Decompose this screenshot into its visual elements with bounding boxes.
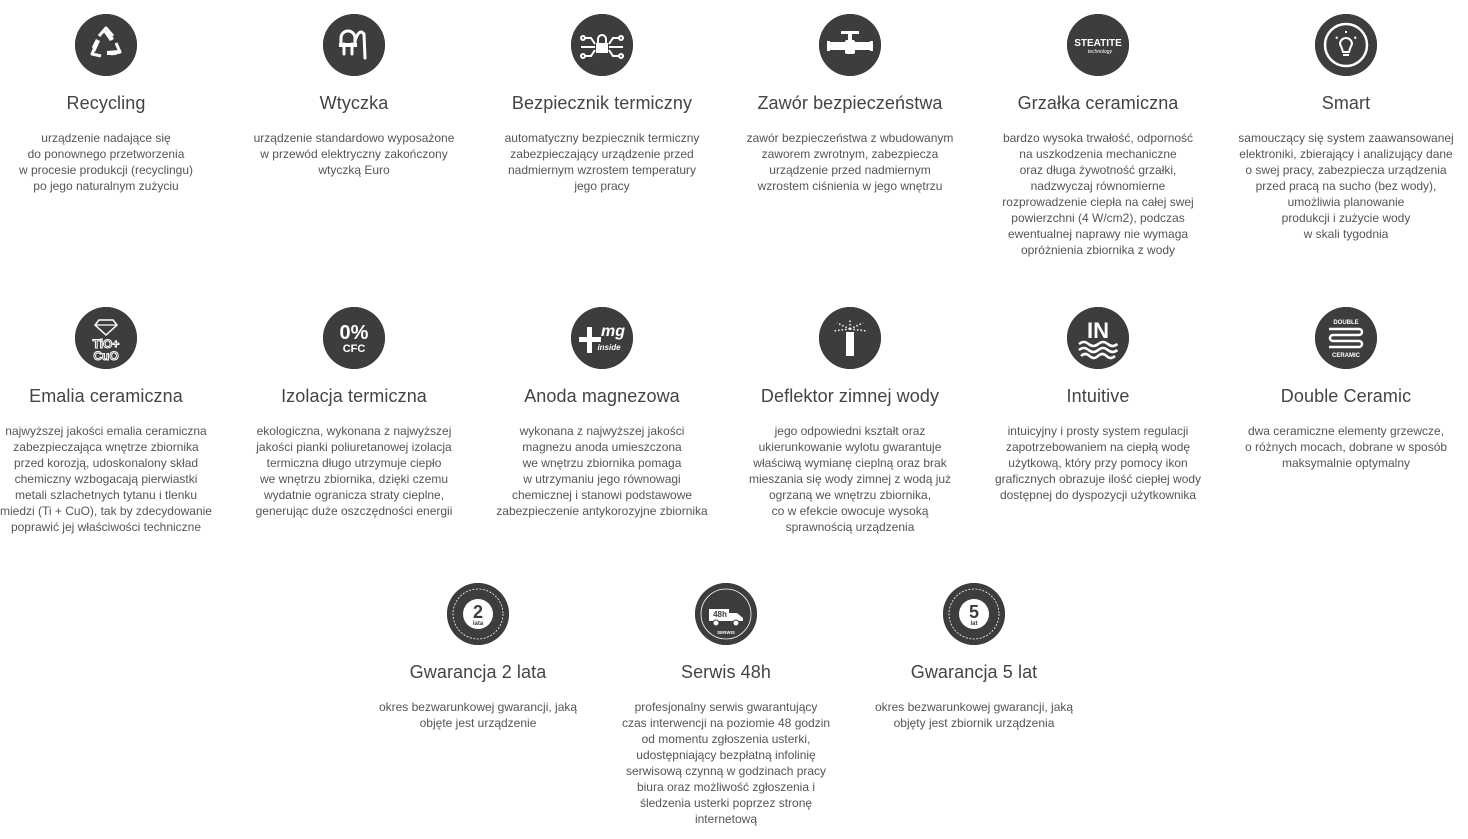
anode-inside-text: inside	[597, 343, 621, 352]
feature-title: Smart	[1321, 93, 1371, 113]
warranty-5-unit: lat	[970, 621, 978, 627]
diamond-enamel-icon	[75, 307, 137, 369]
anode-mg-text: mg	[601, 323, 625, 340]
feature-description: automatyczny bezpiecznik termiczny zabezpieczający urządzenie przed nadmiernym wzrostem temperatury jego pracy	[504, 131, 700, 193]
feature-title: Izolacja termiczna	[281, 386, 427, 406]
enamel-cuo-text: CuO	[93, 349, 119, 363]
feature-description: ekologiczna, wykonana z najwyższej jakości pianki poliuretanowej izolacja termiczna długo utrzymuje ciepło we wnętrzu zbiornika, dzięki czemu wydatnie ogranicza straty cieplne, generując duże oszczędności energii	[255, 424, 453, 518]
feature-recycling	[0, 14, 216, 194]
feature-description: okres bezwarunkowej gwarancji, jaką objęte jest urządzenie	[378, 700, 578, 730]
warranty-5-years-icon	[943, 583, 1005, 645]
cfc-free-icon	[323, 307, 385, 369]
feature-cold-water-deflector	[740, 307, 960, 535]
feature-title: Gwarancja 5 lat	[910, 662, 1038, 682]
steatite-logo-text: STEATITE	[1074, 38, 1122, 49]
warranty-2-number: 2	[472, 602, 484, 622]
feature-title: Anoda magnezowa	[524, 386, 680, 406]
feature-ceramic-enamel	[0, 307, 216, 535]
feature-title: Bezpiecznik termiczny	[511, 93, 693, 113]
feature-description: jego odpowiedni kształt oraz ukierunkowanie wylotu gwarantuje właściwą wymianę cieplną oraz brak mieszania się wody zimnej z wodą już ogrzaną we wnętrzu zbiornika, co w efekcie owocuje wysoką sprawnością urządzenia	[748, 424, 952, 534]
service-label-text: SERWIS	[717, 630, 735, 635]
feature-plug	[244, 14, 464, 178]
cfc-percent-text: 0%	[339, 322, 369, 344]
feature-description: okres bezwarunkowej gwarancji, jaką objęty jest zbiornik urządzenia	[874, 700, 1074, 730]
feature-title: Emalia ceramiczna	[29, 386, 183, 406]
feature-description: najwyższej jakości emalia ceramiczna zabezpieczająca wnętrze zbiornika przed korozją, udoskonalony skład chemiczny wzbogacają pierwiastki metali szlachetnych tytanu i tlenku miedzi (Ti + CuO), tak by zdecydowanie poprawić jej właściwości techniczne	[0, 424, 212, 534]
feature-title: Zawór bezpieczeństwa	[757, 93, 943, 113]
feature-description: zawór bezpieczeństwa z wbudowanym zaworem zwrotnym, zabezpiecza urządzenie przed nadmiernym wzrostem ciśnienia w jego wnętrzu	[746, 131, 954, 193]
feature-title: Grzałka ceramiczna	[1017, 93, 1179, 113]
feature-title: Gwarancja 2 lata	[409, 662, 547, 682]
intuitive-in-text: IN	[1087, 318, 1109, 343]
feature-intuitive	[988, 307, 1208, 503]
feature-smart	[1236, 14, 1456, 242]
magnesium-anode-icon	[571, 307, 633, 369]
feature-thermal-insulation	[244, 307, 464, 519]
service-48h-text: 48h	[713, 610, 727, 619]
service-48h-van-icon	[695, 583, 757, 645]
feature-description: urządzenie nadające się do ponownego przetworzenia w procesie produkcji (recyclingu) po jego naturalnym zużyciu	[18, 131, 194, 193]
deflector-icon	[819, 307, 881, 369]
double-ceramic-icon	[1315, 307, 1377, 369]
feature-description: intuicyjny i prosty system regulacji zapotrzebowaniem na ciepłą wodę użytkową, który przy pomocy ikon graficznych obrazuje ilość ciepłej wody dostępnej do dyspozycji użytkownika	[994, 424, 1202, 502]
feature-title: Double Ceramic	[1280, 386, 1412, 406]
warranty-2-unit: lata	[472, 621, 484, 627]
feature-description: wykonana z najwyższej jakości magnezu anoda umieszczona we wnętrzu zbiornika pomaga w utrzymaniu jego równowagi chemicznej i stanowi podstawowe zabezpieczenie antykorozyjne zbiornika	[496, 424, 708, 518]
feature-safety-valve	[740, 14, 960, 194]
intuitive-in-icon	[1067, 307, 1129, 369]
steatite-logo-subtext: technology	[1087, 49, 1113, 55]
feature-title: Intuitive	[1066, 386, 1130, 406]
feature-warranty-5	[864, 583, 1084, 731]
thermal-fuse-lock-icon	[571, 14, 633, 76]
feature-service-48h	[616, 583, 836, 827]
feature-description: urządzenie standardowo wyposażone w przewód elektryczny zakończony wtyczką Euro	[253, 131, 455, 177]
ceramic-label-text: CERAMIC	[1332, 353, 1360, 359]
feature-warranty-2	[368, 583, 588, 731]
plug-icon	[323, 14, 385, 76]
warranty-2-years-icon	[447, 583, 509, 645]
enamel-tio-text: TiO+	[92, 337, 120, 351]
double-label-text: DOUBLE	[1333, 320, 1359, 326]
valve-icon	[819, 14, 881, 76]
feature-description: dwa ceramiczne elementy grzewcze, o różnych mocach, dobrane w sposób maksymalnie optymalny	[1244, 424, 1448, 470]
steatite-icon	[1067, 14, 1129, 76]
recycle-icon	[75, 14, 137, 76]
warranty-5-number: 5	[968, 602, 980, 622]
feature-magnesium-anode	[492, 307, 712, 519]
feature-title: Wtyczka	[319, 93, 389, 113]
feature-thermal-fuse	[492, 14, 712, 194]
feature-ceramic-heater	[988, 14, 1208, 258]
feature-description: bardzo wysoka trwałość, odporność na uszkodzenia mechaniczne oraz długa żywotność grzałki, nadzwyczaj równomierne rozprowadzenie ciepła na całej swej powierzchni (4 W/cm2), podczas ewentualnej naprawy nie wymaga opróżnienia zbiornika z wody	[1002, 131, 1194, 257]
cfc-label-text: CFC	[342, 343, 366, 355]
feature-description: samouczący się system zaawansowanej elektroniki, zbierający i analizujący dane o swej pracy, zabezpiecza urządzenia przed pracą na sucho (bez wody), umożliwia planowanie produkcji i zużycie wody w skali tygodnia	[1238, 131, 1454, 241]
feature-title: Recycling	[66, 93, 146, 113]
feature-title: Deflektor zimnej wody	[760, 386, 940, 406]
lightbulb-icon	[1315, 14, 1377, 76]
feature-double-ceramic	[1236, 307, 1456, 471]
feature-description: profesjonalny serwis gwarantujący czas interwencji na poziomie 48 godzin od momentu zgłoszenia usterki, udostępniający bezpłatną infolinię serwisową czynną w godzinach pracy biura oraz możliwość zgłoszenia i śledzenia usterki poprzez stronę internetową	[621, 700, 831, 826]
feature-title: Serwis 48h	[680, 662, 772, 682]
